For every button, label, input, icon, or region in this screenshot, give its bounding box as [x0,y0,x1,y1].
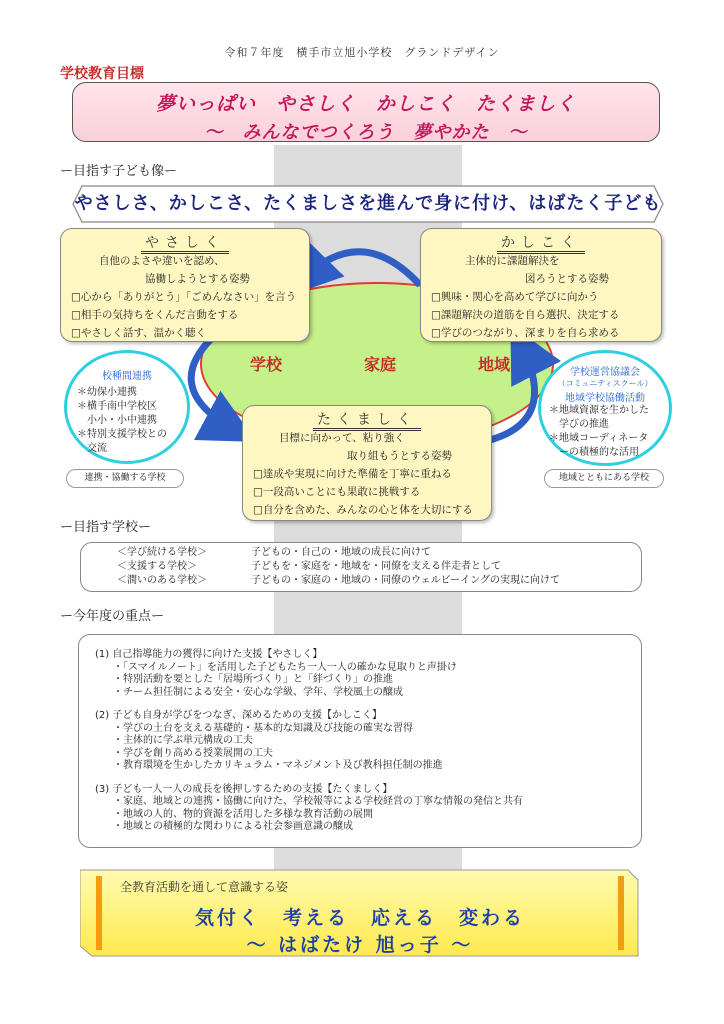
right-circle-item: 学びの推進 [549,419,609,430]
takumashiku-box [242,405,492,521]
kashikoku-item: □興味・関心を高めて学びに向かう [431,291,599,303]
focus-box [78,634,642,848]
right-circle-title-2: （コミュニティスクール） [557,379,653,388]
focus-item: ・家庭、地域との連携・協働に向けた、学校報等による学校経営の丁寧な情報の発信と共有 [113,796,523,807]
kashikoku-desc-1: 主体的に課題解決を [465,255,560,267]
school-row-text: 子どもの・家庭の・地域の・同僚のウェルビーイングの実現に向けて [251,575,560,586]
goal-line-2: ～ みんなでつくろう 夢やかた ～ [204,122,528,143]
left-circle-item: ＊幼保小連携 [77,387,137,398]
takumashiku-title: たくましく [243,409,491,429]
yasashiku-desc-2: 協働しようとする姿勢 [145,273,250,285]
right-circle-item: ＊地域コーディネータ [549,433,649,444]
takumashiku-desc-2: 取り組もうとする姿勢 [347,450,452,462]
kashikoku-item: □課題解決の道筋を自ら選択、決定する [431,309,620,321]
school-row-text: 子どもの・自己の・地域の成長に向けて [251,547,431,558]
yasashiku-item: □相手の気持ちをくんだ言動をする [71,309,239,321]
yasashiku-item: □心から「ありがとう」「ごめんなさい」を言う [71,291,297,303]
bottom-slogan-1: 気付く 考える 応える 変わる [194,907,525,929]
focus-group-head: (2) 子ども自身が学びをつなぎ、深めるための支援【かしこく】 [95,710,382,721]
focus-heading: ー今年度の重点ー [60,609,165,624]
takumashiku-item: □一段高いことにも果敢に挑戦する [253,486,421,498]
school-collab-circle [64,350,190,464]
arrow-right [490,343,535,440]
center-word-community: 地域 [477,355,510,374]
focus-item: ・チーム担任制による安全・安心な学級、学年、学校風土の醸成 [113,686,403,698]
yasashiku-item: □やさしく話す、温かく聴く [71,327,207,339]
kashikoku-box [420,228,662,342]
focus-group-head: (3) 子ども一人一人の成長を後押しするための支援【たくましく】 [95,783,393,795]
center-word-home: 家庭 [363,355,396,374]
left-circle-item: ＊横手南中学校区 [77,401,157,412]
focus-item: ・主体的に学ぶ単元構成の工夫 [113,735,253,746]
right-circle-label: 地域とともにある学校 [544,469,664,488]
yasashiku-desc-1: 自他のよさや違いを認め、 [99,255,225,267]
left-circle-item: 交流 [77,443,107,454]
takumashiku-desc-1: 目標に向かって、粘り強く [279,432,405,444]
school-row-label: ＜支援する学校＞ [117,561,197,572]
school-row-label: ＜潤いのある学校＞ [117,575,207,586]
left-circle-item: ＊特別支援学校との [77,429,167,440]
kashikoku-item: □学びのつながり、深まりを自ら求める [431,327,620,339]
right-circle-title-1: 学校運営協議会 [570,367,640,378]
focus-group-head: (1) 自己指導能力の獲得に向けた支援【やさしく】 [95,649,323,660]
school-image-box [80,542,642,592]
focus-item: ・「スマイルノート」を活用した子どもたち一人一人の確かな見取りと声掛け [113,661,457,673]
bottom-slogan-2: ～ はばたけ 旭っ子 ～ [246,934,474,956]
banner-text: やさしさ、かしこさ、たくましさを進んで身に付け、はばたく子ども [74,193,662,214]
focus-item: ・学びを創り高める授業展開の工夫 [113,747,273,759]
community-school-circle [538,350,672,466]
document-header: 令和７年度 横手市立旭小学校 グランドデザイン [224,46,500,59]
yasashiku-box [60,228,310,342]
goal-section-title: 学校教育目標 [60,66,144,82]
bottom-title: 全教育活動を通して意識する姿 [120,880,289,894]
takumashiku-item: □自分を含めた、みんなの心と体を大切にする [253,504,473,516]
right-circle-item: ーの積極的な活用 [549,447,639,458]
takumashiku-item: □達成や実現に向けた準備を丁寧に重ねる [253,468,452,480]
arrow-left [191,338,238,432]
kashikoku-desc-2: 図ろうとする姿勢 [525,273,609,285]
focus-item: ・教育環境を生かしたカリキュラム・マネジメント及び教科担任制の推進 [113,760,443,771]
child-image-heading: ー目指す子ども像ー [60,164,178,179]
yasashiku-title: やさしく [61,232,309,252]
left-circle-title: 校種間連携 [102,371,152,382]
school-row-text: 子どもを・家庭を・地域を・同僚を支える伴走者として [251,561,501,572]
right-circle-item: ＊地域資源を生かした [549,405,649,416]
right-circle-title-3: 地域学校協働活動 [565,393,645,404]
goal-line-1: 夢いっぱい やさしく かしこく たくましく [155,93,576,115]
focus-item: ・学びの土台を支える基礎的・基本的な知識及び技能の確実な習得 [113,722,413,734]
focus-item: ・特別活動を要とした「居場所づくり」と「絆づくり」の推進 [113,674,393,685]
school-row-label: ＜学び続ける学校＞ [117,547,207,558]
left-circle-label: 連携・協働する学校 [66,469,184,488]
focus-item: ・地域との積極的な関わりによる社会参画意識の醸成 [113,821,353,832]
center-word-school: 学校 [250,355,283,374]
focus-item: ・地域の人的、物的資源を活用した多様な教育活動の展開 [113,808,373,820]
school-image-heading: ー目指す学校ー [60,520,152,535]
kashikoku-title: かしこく [421,232,661,252]
left-circle-item: 小小・小中連携 [77,415,157,426]
arrow-top [300,252,420,285]
